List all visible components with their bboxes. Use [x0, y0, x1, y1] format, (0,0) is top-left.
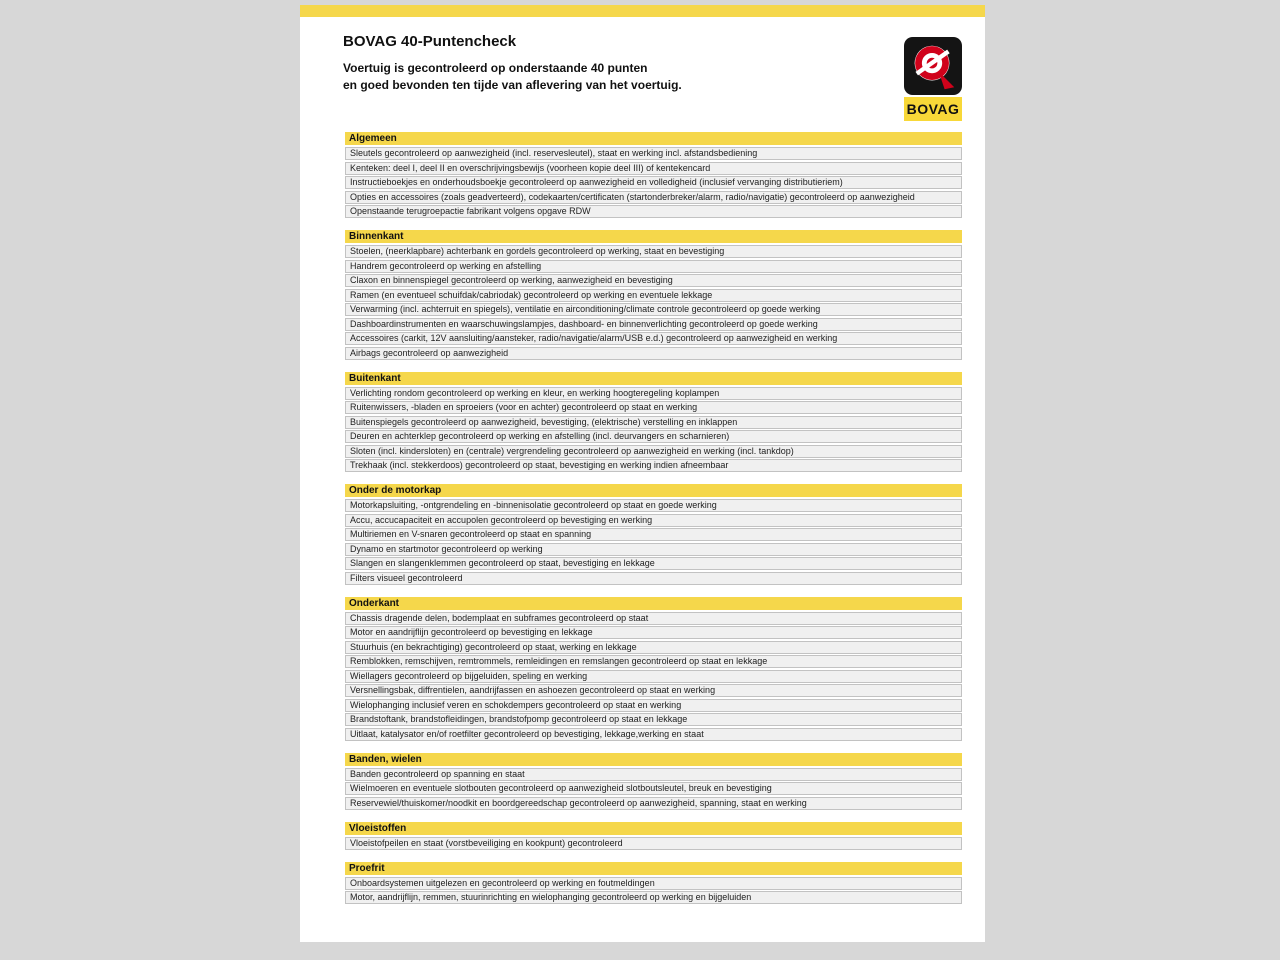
- checklist-item: Opties en accessoires (zoals geadverteerd), codekaarten/certificaten (startonderbreker/alarm, radio/navigatie) gecontroleerd op aanwezigheid: [345, 191, 962, 204]
- checklist-item: Reservewiel/thuiskomer/noodkit en boordgereedschap gecontroleerd op aanwezigheid, spanning, staat en werking: [345, 797, 962, 810]
- checklist-item: Wiellagers gecontroleerd op bijgeluiden, speling en werking: [345, 670, 962, 683]
- checklist-item: Airbags gecontroleerd op aanwezigheid: [345, 347, 962, 360]
- section-binnenkant: [345, 230, 962, 360]
- section-proefrit: [345, 862, 962, 905]
- checklist-item: Brandstoftank, brandstofleidingen, brandstofpomp gecontroleerd op staat en lekkage: [345, 713, 962, 726]
- checklist-item: Deuren en achterklep gecontroleerd op werking en afstelling (incl. deurvangers en scharnieren): [345, 430, 962, 443]
- checklist-item: Multiriemen en V-snaren gecontroleerd op staat en spanning: [345, 528, 962, 541]
- checklist-item: Accessoires (carkit, 12V aansluiting/aansteker, radio/navigatie/alarm/USB e.d.) gecontroleerd op aanwezigheid en werking: [345, 332, 962, 345]
- section-algemeen: [345, 132, 962, 218]
- section-onder-de-motorkap: [345, 484, 962, 585]
- checklist-item: Vloeistofpeilen en staat (vorstbeveiliging en kookpunt) gecontroleerd: [345, 837, 962, 850]
- section-header: Binnenkant: [345, 230, 962, 243]
- section-header: Banden, wielen: [345, 753, 962, 766]
- checklist-item: Accu, accucapaciteit en accupolen gecontroleerd op bevestiging en werking: [345, 514, 962, 527]
- section-header: Vloeistoffen: [345, 822, 962, 835]
- checklist-item: Remblokken, remschijven, remtrommels, remleidingen en remslangen gecontroleerd op staat en lekkage: [345, 655, 962, 668]
- checklist-item: Wielophanging inclusief veren en schokdempers gecontroleerd op staat en werking: [345, 699, 962, 712]
- section-buitenkant: [345, 372, 962, 473]
- section-vloeistoffen: [345, 822, 962, 850]
- checklist-item: Uitlaat, katalysator en/of roetfilter gecontroleerd op bevestiging, lekkage,werking en staat: [345, 728, 962, 741]
- checklist-item: Versnellingsbak, diffrentielen, aandrijfassen en ashoezen gecontroleerd op staat en werking: [345, 684, 962, 697]
- checklist-item: Ramen (en eventueel schuifdak/cabriodak) gecontroleerd op werking en eventuele lekkage: [345, 289, 962, 302]
- section-onderkant: [345, 597, 962, 741]
- checklist-item: Chassis dragende delen, bodemplaat en subframes gecontroleerd op staat: [345, 612, 962, 625]
- checklist-item: Claxon en binnenspiegel gecontroleerd op werking, aanwezigheid en bevestiging: [345, 274, 962, 287]
- checklist-item: Instructieboekjes en onderhoudsboekje gecontroleerd op aanwezigheid en volledigheid (inclusief vervanging distributieriem): [345, 176, 962, 189]
- page-subtitle: [343, 60, 682, 94]
- section-banden-wielen: [345, 753, 962, 810]
- section-header: Proefrit: [345, 862, 962, 875]
- bovag-logo-mark-icon: [904, 37, 962, 95]
- checklist-item: Sleutels gecontroleerd op aanwezigheid (incl. reservesleutel), staat en werking incl. afstandsbediening: [345, 147, 962, 160]
- section-header: Algemeen: [345, 132, 962, 145]
- checklist-item: Stuurhuis (en bekrachtiging) gecontroleerd op staat, werking en lekkage: [345, 641, 962, 654]
- bovag-logo: [904, 37, 962, 121]
- checklist-item: Ruitenwissers, -bladen en sproeiers (voor en achter) gecontroleerd op staat en werking: [345, 401, 962, 414]
- checklist-item: Handrem gecontroleerd op werking en afstelling: [345, 260, 962, 273]
- checklist-item: Openstaande terugroepactie fabrikant volgens opgave RDW: [345, 205, 962, 218]
- checklist-item: Trekhaak (incl. stekkerdoos) gecontroleerd op staat, bevestiging en werking indien afneembaar: [345, 459, 962, 472]
- checklist-item: Dashboardinstrumenten en waarschuwingslampjes, dashboard- en binnenverlichting gecontroleerd op goede werking: [345, 318, 962, 331]
- checklist-item: Slangen en slangenklemmen gecontroleerd op staat, bevestiging en lekkage: [345, 557, 962, 570]
- checklist-item: Filters visueel gecontroleerd: [345, 572, 962, 585]
- sections-container: [345, 132, 962, 916]
- checklist-item: Kenteken: deel I, deel II en overschrijvingsbewijs (voorheen kopie deel III) of kentekencard: [345, 162, 962, 175]
- checklist-item: Banden gecontroleerd op spanning en staat: [345, 768, 962, 781]
- section-header: Onder de motorkap: [345, 484, 962, 497]
- checklist-item: Wielmoeren en eventuele slotbouten gecontroleerd op aanwezigheid slotboutsleutel, breuk en bevestiging: [345, 782, 962, 795]
- checklist-item: Verlichting rondom gecontroleerd op werking en kleur, en werking hoogteregeling koplampen: [345, 387, 962, 400]
- checklist-item: Verwarming (incl. achterruit en spiegels), ventilatie en airconditioning/climate controle gecontroleerd op goede werking: [345, 303, 962, 316]
- checklist-item: Motorkapsluiting, -ontgrendeling en -binnenisolatie gecontroleerd op staat en goede werking: [345, 499, 962, 512]
- subtitle-line-2: en goed bevonden ten tijde van aflevering van het voertuig.: [343, 78, 682, 92]
- section-header: Buitenkant: [345, 372, 962, 385]
- checklist-item: Buitenspiegels gecontroleerd op aanwezigheid, bevestiging, (elektrische) verstelling en inklappen: [345, 416, 962, 429]
- checklist-page: [300, 17, 985, 942]
- subtitle-line-1: Voertuig is gecontroleerd op onderstaande 40 punten: [343, 61, 648, 75]
- checklist-item: Motor, aandrijflijn, remmen, stuurinrichting en wielophanging gecontroleerd op werking en bijgeluiden: [345, 891, 962, 904]
- top-yellow-strip: [300, 5, 985, 17]
- bovag-logo-text: BOVAG: [904, 97, 962, 121]
- section-header: Onderkant: [345, 597, 962, 610]
- checklist-item: Motor en aandrijflijn gecontroleerd op bevestiging en lekkage: [345, 626, 962, 639]
- checklist-item: Onboardsystemen uitgelezen en gecontroleerd op werking en foutmeldingen: [345, 877, 962, 890]
- checklist-item: Dynamo en startmotor gecontroleerd op werking: [345, 543, 962, 556]
- checklist-item: Stoelen, (neerklapbare) achterbank en gordels gecontroleerd op werking, staat en bevestiging: [345, 245, 962, 258]
- page-title: BOVAG 40-Puntencheck: [343, 33, 517, 50]
- checklist-item: Sloten (incl. kindersloten) en (centrale) vergrendeling gecontroleerd op aanwezigheid en werking (incl. tankdop): [345, 445, 962, 458]
